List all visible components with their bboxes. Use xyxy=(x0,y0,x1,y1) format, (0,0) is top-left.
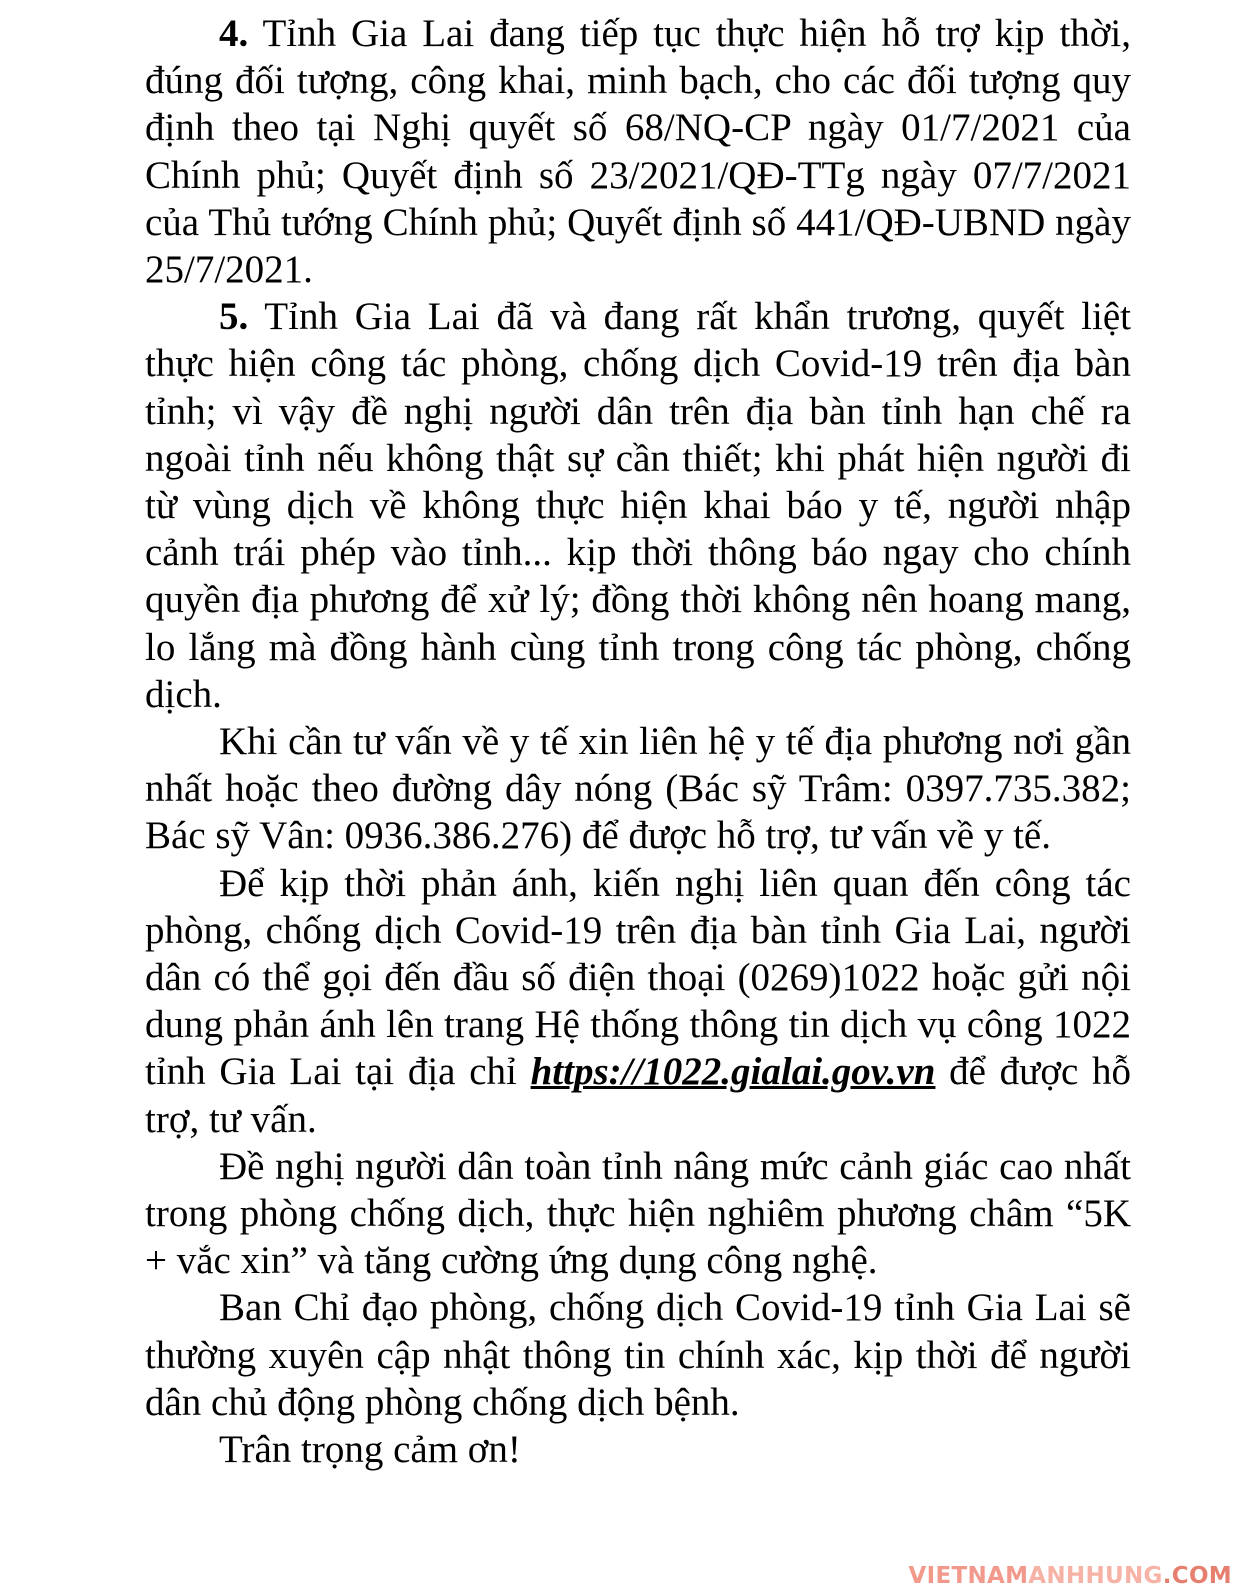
watermark-part-2: ANHHUNG xyxy=(1028,1563,1163,1589)
paragraph-feedback xyxy=(145,860,1131,1143)
paragraph-hotline: Khi cần tư vấn về y tế xin liên hệ y tế địa phương nơi gần nhất hoặc theo đường dây nóng (Bác sỹ Trâm: 0397.735.382; Bác sỹ Vân: 0936.386.276) để được hỗ trợ, tư vấn về y tế. xyxy=(145,720,1131,858)
paragraph-update: Ban Chỉ đạo phòng, chống dịch Covid-19 tỉnh Gia Lai sẽ thường xuyên cập nhật thông tin chính xác, kịp thời để người dân chủ động phòng chống dịch bệnh. xyxy=(145,1286,1131,1424)
feedback-text: Để kịp thời phản ánh, kiến nghị liên quan đến công tác phòng, chống dịch Covid-19 trên địa bàn tỉnh Gia Lai, người dân có thể gọi đến đầu số điện thoại (0269)1022 hoặc gửi nội dung phản ánh lên trang Hệ thống thông tin dịch vụ công 1022 tỉnh Gia Lai tại địa chỉ xyxy=(145,861,1131,1094)
watermark-part-3: .COM xyxy=(1162,1563,1232,1589)
watermark-logo xyxy=(908,1562,1232,1590)
item-text-4: Tỉnh Gia Lai đang tiếp tục thực hiện hỗ trợ kịp thời, đúng đối tượng, công khai, minh bạch, cho các đối tượng quy định theo tại Nghị quyết số 68/NQ-CP ngày 01/7/2021 của Chính phủ; Quyết định số 23/2021/QĐ-TTg ngày 07/7/2021 của Thủ tướng Chính phủ; Quyết định số 441/QĐ-UBND ngày 25/7/2021. xyxy=(145,12,1131,292)
item-text-5: Tỉnh Gia Lai đã và đang rất khẩn trương, quyết liệt thực hiện công tác phòng, chống dịch Covid-19 trên địa bàn tỉnh; vì vậy đề nghị người dân trên địa bàn tỉnh hạn chế ra ngoài tỉnh nếu không thật sự cần thiết; khi phát hiện người đi từ vùng dịch về không thực hiện khai báo y tế, người nhập cảnh trái phép vào tỉnh... kịp thời thông báo ngay cho chính quyền địa phương để xử lý; đồng thời không nên hoang mang, lo lắng mà đồng hành cùng tỉnh trong công tác phòng, chống dịch. xyxy=(145,295,1131,716)
document-body xyxy=(145,10,1131,1473)
paragraph-vigilance: Đề nghị người dân toàn tỉnh nâng mức cảnh giác cao nhất trong phòng chống dịch, thực hiện nghiêm phương châm “5K + vắc xin” và tăng cường ứng dụng công nghệ. xyxy=(145,1144,1131,1283)
paragraph-item-5 xyxy=(145,293,1131,718)
item-number-5: 5. xyxy=(219,295,249,339)
closing-line: Trân trọng cảm ơn! xyxy=(219,1428,521,1472)
item-number-4: 4. xyxy=(219,12,249,55)
service-portal-link[interactable]: https://1022.gialai.gov.vn xyxy=(530,1050,936,1094)
watermark-part-1: VIETNAM xyxy=(908,1563,1029,1589)
paragraph-item-4 xyxy=(145,10,1131,293)
feedback-after: để được hỗ trợ, tư vấn. xyxy=(145,1050,1131,1141)
